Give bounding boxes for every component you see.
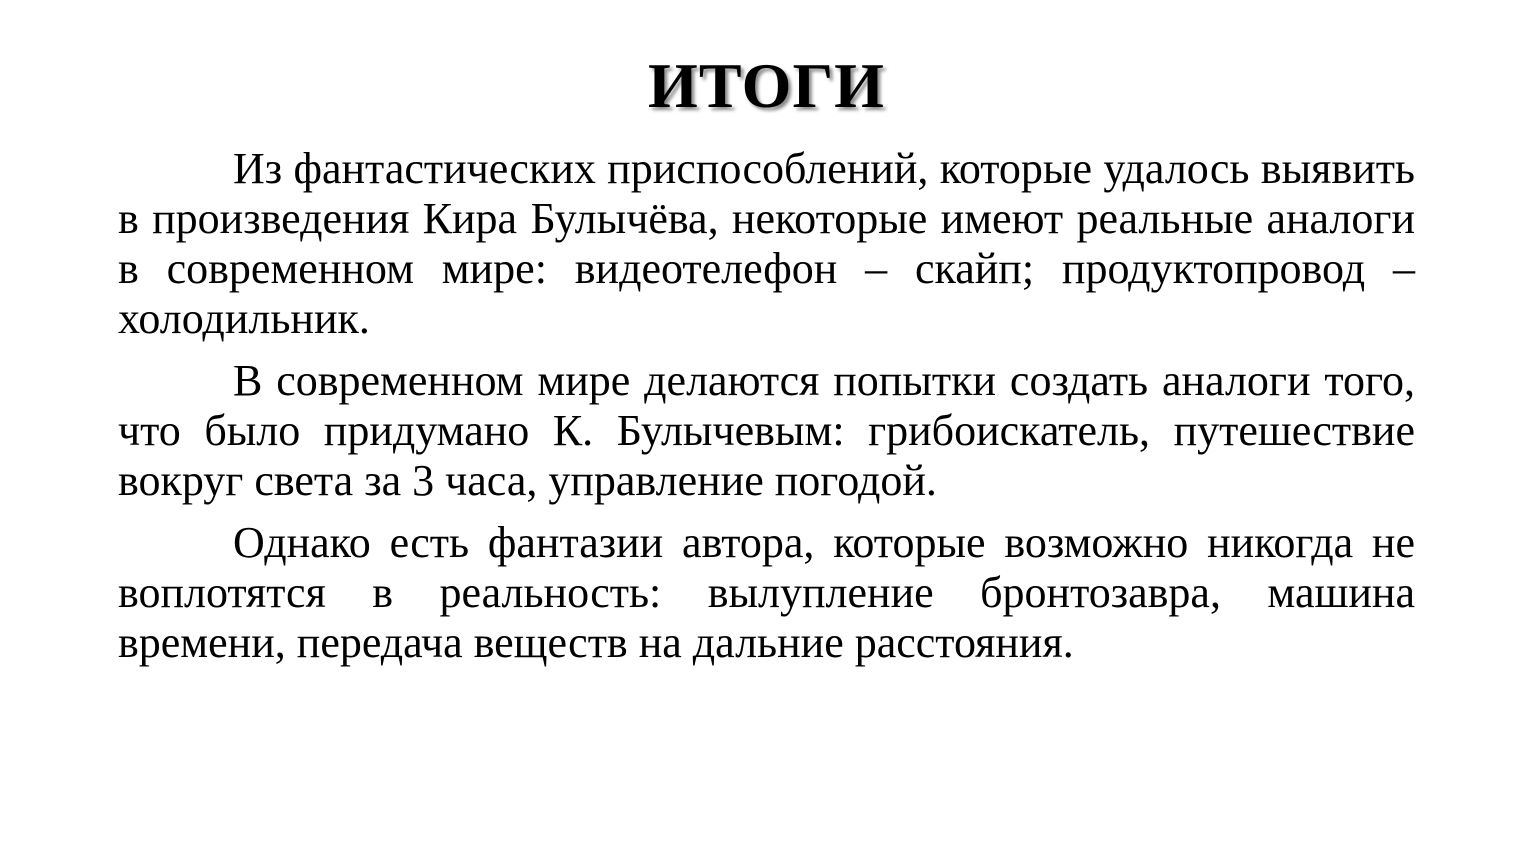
paragraph-3: Однако есть фантазии автора, которые возможно никогда не воплотятся в реальность: вылупление бронтозавра, машина времени, передача веществ на дальние расстояния. <box>118 518 1415 667</box>
slide-body <box>118 144 1415 680</box>
paragraph-2: В современном мире делаются попытки создать аналоги того, что было придумано К. Булычевым: грибоискатель, путешествие вокруг света за 3 часа, управление погодой. <box>118 356 1415 505</box>
slide-title: ИТОГИ <box>648 50 885 121</box>
paragraph-1: Из фантастических приспособлений, которые удалось выявить в произведения Кира Булычёва, некоторые имеют реальные аналоги в современном мире: видеотелефон – скайп; продуктопровод – холодильник. <box>118 144 1415 343</box>
